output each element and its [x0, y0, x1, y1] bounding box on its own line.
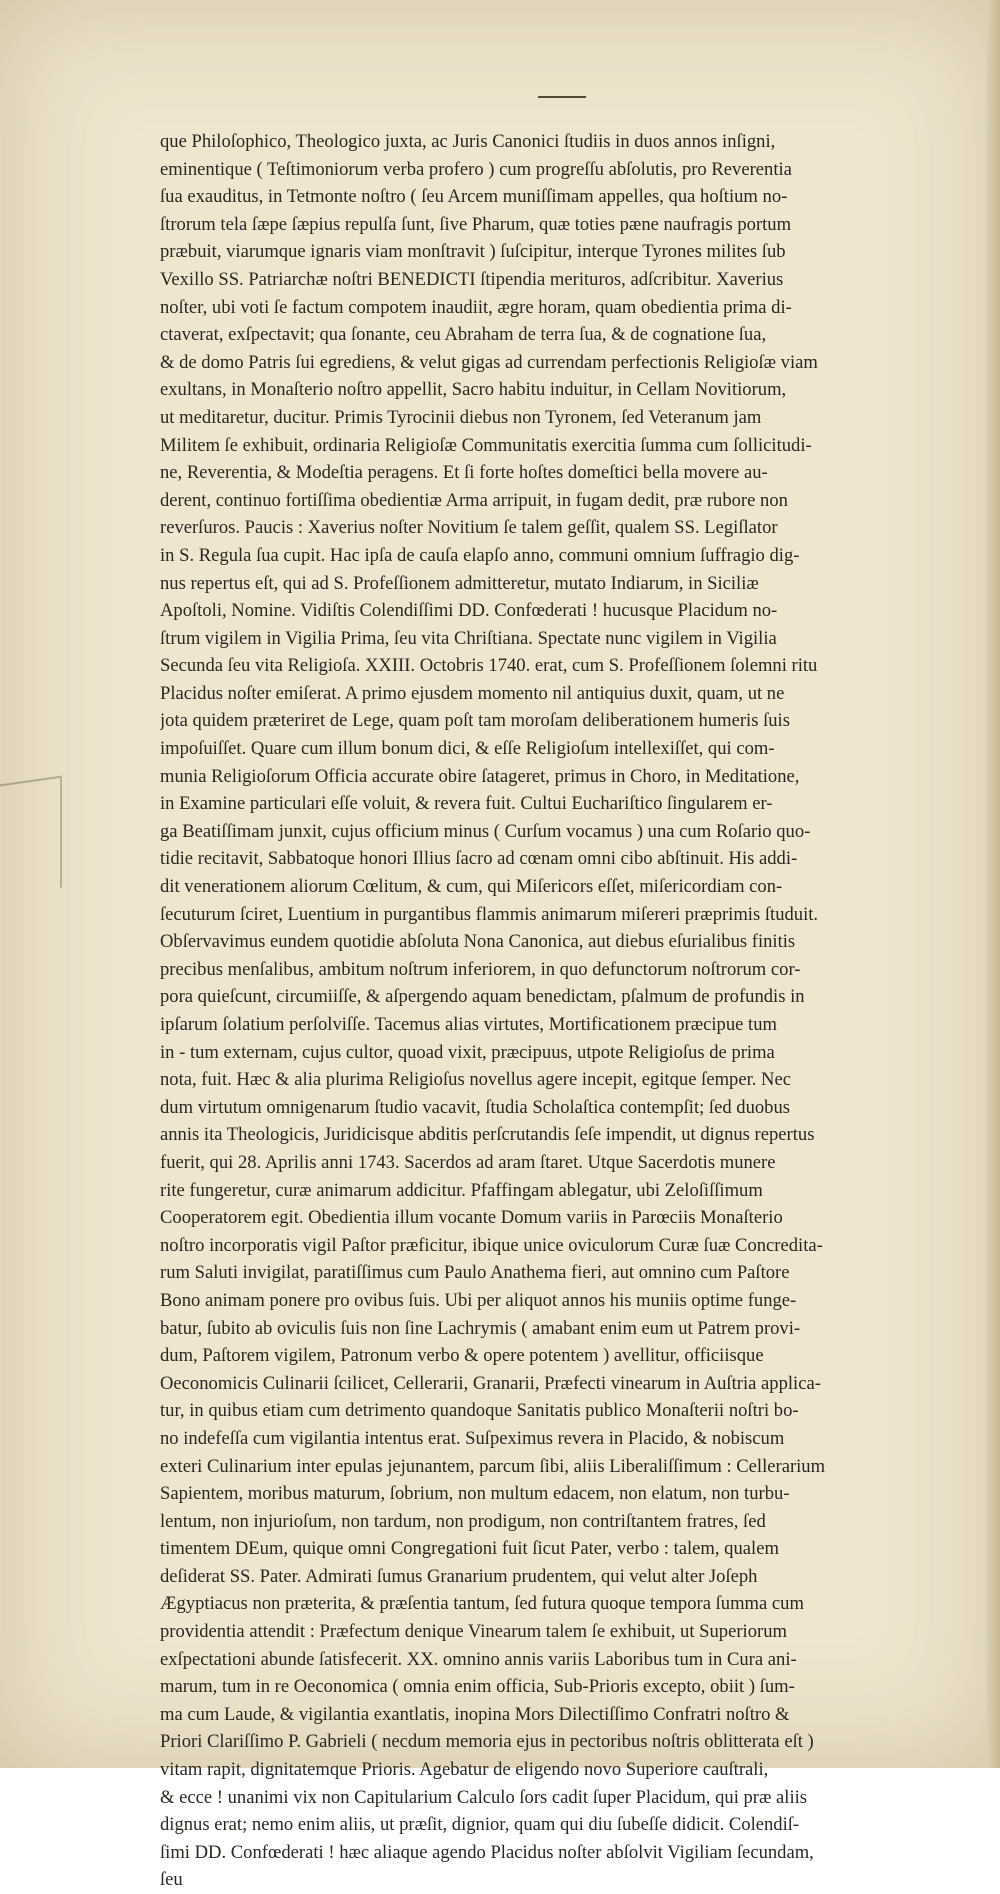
text-line: in S. Regula ſua cupit. Hac ipſa de cauſa elapſo anno, communi omnium ſuffragio dig- — [160, 544, 800, 566]
text-line: ſtrum vigilem in Vigilia Prima, ſeu vita Chriſtiana. Spectate nunc vigilem in Vigilia — [160, 627, 777, 649]
text-line: nota, fuit. Hæc & alia plurima Religioſus novellus agere incepit, egitque ſemper. Nec — [160, 1069, 791, 1091]
text-line: ma cum Laude, & vigilantia exantlatis, inopina Mors Dilectiſſimo Confratri noſtro & — [160, 1703, 790, 1725]
text-line: vitam rapit, dignitatemque Prioris. Agebatur de eligendo novo Superiore cauſtrali, — [160, 1759, 769, 1781]
text-line: Ægyptiacus non præterita, & præſentia tantum, ſed futura quoque tempora ſumma cum — [160, 1593, 804, 1615]
text-line: exteri Culinarium inter epulas jejunantem, parcum ſibi, aliis Liberaliſſimum : Cellerarium — [160, 1455, 826, 1477]
text-line: no indefeſſa cum vigilantia intentus erat. Suſpeximus revera in Placido, & nobiscum — [160, 1427, 785, 1449]
text-line: & de domo Patris ſui egrediens, & velut gigas ad currendam perfectionis Religioſæ viam — [160, 351, 818, 373]
text-line: deſiderat SS. Pater. Admirati ſumus Granarium prudentem, qui velut alter Joſeph — [160, 1565, 758, 1587]
text-line: que Philoſophico, Theologico juxta, ac Juris Canonici ſtudiis in duos annos inſigni, — [160, 131, 776, 152]
text-line: noſter, ubi voti ſe factum compotem inaudiit, ægre horam, quam obedientia prima di- — [160, 296, 792, 318]
text-line: Cooperatorem egit. Obedientia illum vocante Domum variis in Parœciis Monaſterio — [160, 1207, 783, 1229]
text-line: Sapientem, moribus maturum, ſobrium, non multum edacem, non elatum, non turbu- — [160, 1483, 790, 1505]
text-line: ſecuturum ſciret, Luentium in purgantibus flammis animarum miſereri præprimis ſtuduit. — [160, 903, 819, 925]
text-line: pora quieſcunt, circumiiſſe, & aſpergendo aquam benedictam, pſalmum de profundis in — [160, 986, 805, 1008]
text-line: timentem DEum, quique omni Congregationi fuit ſicut Pater, verbo : talem, qualem — [160, 1538, 779, 1560]
text-line: Oeconomicis Culinarii ſcilicet, Cellerarii, Granarii, Præfecti vinearum in Auſtria applica- — [160, 1372, 821, 1394]
text-line: dignus erat; nemo enim aliis, ut præſit, dignior, quam qui diu ſubeſſe didicit. Colendiſ- — [160, 1814, 800, 1836]
text-line: ſeu — [160, 1869, 183, 1891]
text-line: Secunda ſeu vita Religioſa. XXIII. Octobris 1740. erat, cum S. Profeſſionem ſolemni ritu — [160, 655, 818, 677]
text-line: præbuit, viarumque ignaris viam monſtravit ) ſuſcipitur, interque Tyrones milites ſub — [160, 241, 786, 263]
text-line: in Examine particulari eſſe voluit, & revera fuit. Cultui Euchariſtico ſingularem er- — [160, 793, 773, 815]
text-line: tidie recitavit, Sabbatoque honori Illius ſacro ad cœnam omni cibo abſtinuit. His addi- — [160, 848, 798, 870]
text-line: Vexillo SS. Patriarchæ noſtri BENEDICTI ſtipendia merituros, adſcribitur. Xaverius — [160, 268, 784, 290]
text-line: dum, Paſtorem vigilem, Patronum verbo & opere potentem ) avellitur, officiisque — [160, 1345, 764, 1367]
text-line: noſtro incorporatis vigil Paſtor præficitur, ibique unice oviculorum Curæ ſuæ Concredita- — [160, 1234, 823, 1256]
text-line: ſua exauditus, in Tetmonte noſtro ( ſeu Arcem muniſſimam appelles, qua hoſtium no- — [160, 186, 788, 208]
latin-text-block — [160, 128, 960, 1894]
text-line: in - tum externam, cujus cultor, quoad vixit, præcipuus, utpote Religioſus de prima — [160, 1041, 775, 1063]
text-line: nus repertus eſt, qui ad S. Profeſſionem admitteretur, mutato Indiarum, in Siciliæ — [160, 572, 759, 594]
text-line: ſimi DD. Confœderati ! hæc aliaque agendo Placidus noſter abſolvit Vigiliam ſecundam, — [160, 1841, 814, 1863]
text-line: rite fungeretur, curæ animarum addicitur. Pfaffingam ablegatur, ubi Zeloſiſſimum — [160, 1179, 763, 1201]
text-line: ipſarum ſolatium perſolviſſe. Tacemus alias virtutes, Mortificationem præcipue tum — [160, 1014, 777, 1035]
text-line: exultans, in Monaſterio noſtro appellit, Sacro habitu induitur, in Cellam Novitiorum, — [160, 379, 787, 401]
text-line: dit venerationem aliorum Cœlitum, & cum, qui Miſericors eſſet, miſericordiam con- — [160, 876, 783, 898]
text-line: ſtrorum tela ſæpe ſæpius repulſa ſunt, ſive Pharum, quæ toties pæne naufragis portum — [160, 213, 792, 235]
text-line: eminentique ( Teſtimoniorum verba profero ) cum progreſſu abſolutis, pro Reverentia — [160, 158, 792, 180]
text-line: impoſuiſſet. Quare cum illum bonum dici, & eſſe Religioſum intellexiſſet, qui com- — [160, 738, 775, 760]
text-line: reverſuros. Paucis : Xaverius noſter Novitium ſe talem geſſit, qualem SS. Legiſlator — [160, 517, 778, 539]
text-line: ctaverat, exſpectavit; qua ſonante, ceu Abraham de terra ſua, & de cognatione ſua, — [160, 324, 767, 346]
text-line: exſpectationi abunde ſatisfecerit. XX. omnino annis variis Laboribus tum in Cura ani- — [160, 1648, 797, 1670]
binding-edge — [986, 0, 1000, 1768]
text-line: Placidus noſter emiſerat. A primo ejusdem momento nil antiquius duxit, quam, ut ne — [160, 682, 785, 704]
text-line: ga Beatiſſimam junxit, cujus officium minus ( Curſum vocamus ) una cum Roſario quo- — [160, 820, 811, 842]
text-line: Bono animam ponere pro ovibus ſuis. Ubi per aliquot annos his muniis optime funge- — [160, 1289, 797, 1311]
text-line: & ecce ! unanimi vix non Capitularium Calculo ſors cadit ſuper Placidum, qui præ aliis — [160, 1786, 808, 1808]
text-line: annis ita Theologicis, Juridicisque abditis perſcrutandis ſeſe impendit, ut dignus repertus — [160, 1124, 815, 1146]
text-line: tur, in quibus etiam cum detrimento quandoque Sanitatis publico Monaſterii noſtri bo- — [160, 1400, 799, 1422]
text-line: ut meditaretur, ducitur. Primis Tyrocinii diebus non Tyronem, ſed Veteranum jam — [160, 406, 762, 428]
text-line: batur, ſubito ab oviculis ſuis non ſine Lachrymis ( amabant enim eum ut Patrem provi- — [160, 1317, 801, 1339]
text-line: jota quidem præteriret de Lege, quam poſt tam moroſam deliberationem humeris ſuis — [160, 710, 790, 732]
text-line: precibus menſalibus, ambitum noſtrum inferiorem, in quo defunctorum noſtrorum cor- — [160, 958, 801, 980]
text-line: fuerit, qui 28. Aprilis anni 1743. Sacerdos ad aram ſtaret. Utque Sacerdotis munere — [160, 1151, 776, 1173]
paper-fold — [0, 776, 62, 897]
text-line: Obſervavimus eundem quotidie abſoluta Nona Canonica, aut diebus eſurialibus finitis — [160, 931, 796, 953]
text-line: marum, tum in re Oeconomica ( omnia enim officia, Sub-Prioris excepto, obiit ) ſum- — [160, 1676, 795, 1698]
text-line: dum virtutum omnigenarum ſtudio vacavit, ſtudia Scholaſtica contempſit; ſed duobus — [160, 1096, 791, 1118]
text-line: rum Saluti invigilat, paratiſſimus cum Paulo Anathema fieri, aut omnino cum Paſtore — [160, 1262, 790, 1284]
text-line: Priori Clariſſimo P. Gabrieli ( necdum memoria ejus in pectoribus noſtris oblitterata eſt ) — [160, 1731, 814, 1753]
page-mark — [538, 96, 586, 98]
text-line: lentum, non injurioſum, non tardum, non prodigum, non contriſtantem fratres, ſed — [160, 1510, 766, 1532]
text-line: munia Religioſorum Officia accurate obire ſatageret, primus in Choro, in Meditatione, — [160, 765, 800, 787]
text-line: derent, continuo fortiſſima obedientiæ Arma arripuit, in fugam dedit, præ rubore non — [160, 489, 788, 511]
text-line: Apoſtoli, Nomine. Vidiſtis Colendiſſimi DD. Confœderati ! hucusque Placidum no- — [160, 600, 778, 622]
text-line: ne, Reverentia, & Modeſtia peragens. Et ſi forte hoſtes domeſtici bella movere au- — [160, 462, 768, 484]
text-line: providentia attendit : Præfectum denique Vinearum talem ſe exhibuit, ut Superiorum — [160, 1621, 787, 1643]
text-line: Militem ſe exhibuit, ordinaria Religioſæ Communitatis exercitia ſumma cum ſollicitudi- — [160, 434, 812, 456]
